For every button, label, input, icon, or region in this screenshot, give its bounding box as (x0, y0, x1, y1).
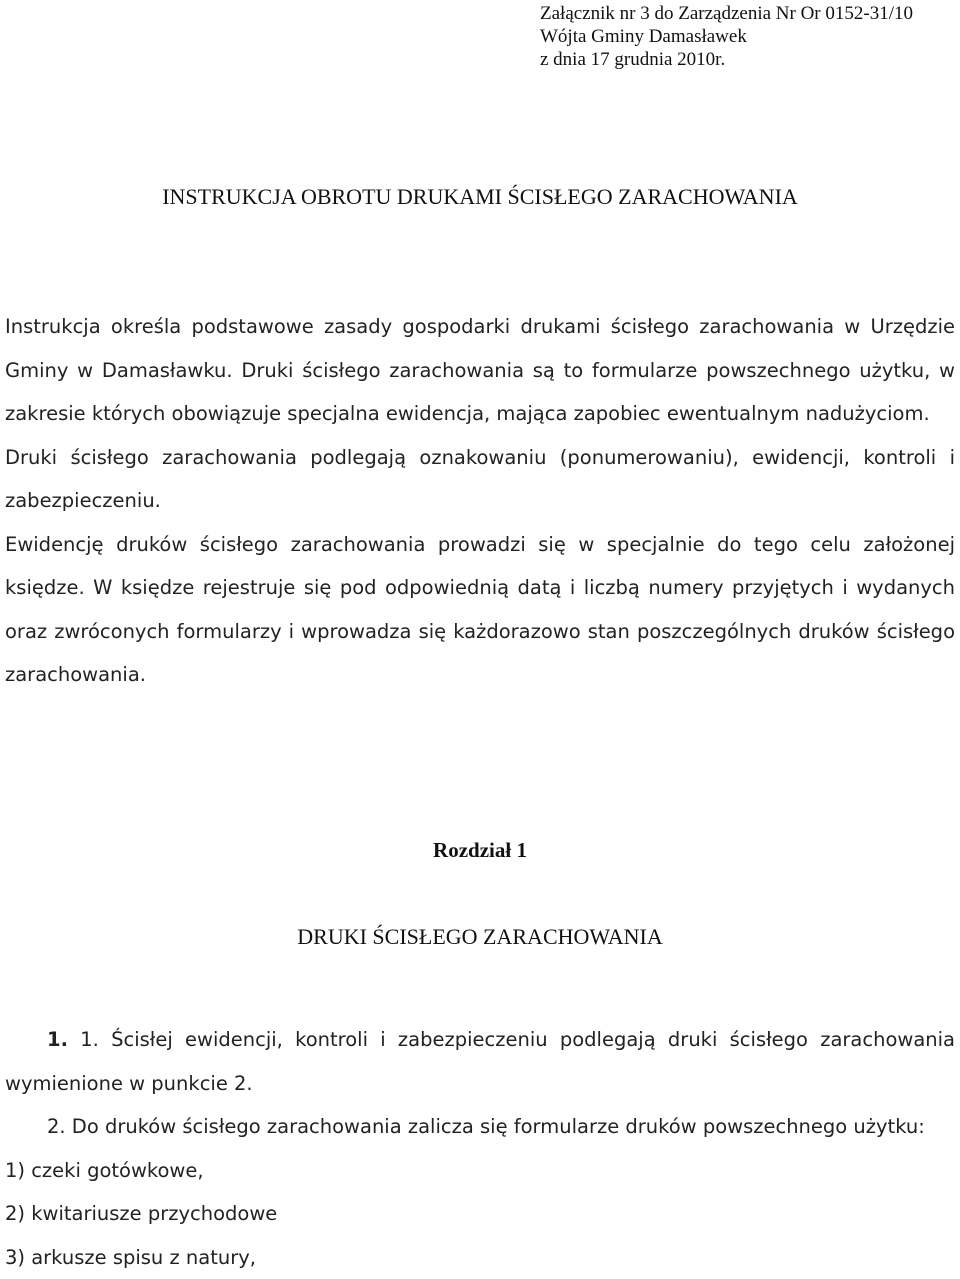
section-1-item-2: 2. Do druków ścisłego zarachowania zalicza się formularze druków powszechnego użytku: (5, 1105, 955, 1149)
list-item: 2) kwitariusze przychodowe (5, 1192, 955, 1236)
document-title: INSTRUKCJA OBROTU DRUKAMI ŚCISŁEGO ZARACHOWANIA (0, 183, 960, 211)
chapter-title: DRUKI ŚCISŁEGO ZARACHOWANIA (0, 924, 960, 950)
intro-paragraph-2: Druki ścisłego zarachowania podlegają oznakowaniu (ponumerowaniu), ewidencji, kontroli i zabezpieczeniu. (5, 436, 955, 523)
annex-line-2: Wójta Gminy Damasławek (540, 25, 913, 48)
annex-header (540, 2, 913, 71)
chapter-number: Rozdział 1 (0, 838, 960, 863)
list-item: 1) czeki gotówkowe, (5, 1149, 955, 1193)
annex-line-3: z dnia 17 grudnia 2010r. (540, 48, 913, 71)
list-item: 3) arkusze spisu z natury, (5, 1236, 955, 1279)
section-1 (5, 1018, 955, 1279)
section-1-item-1 (5, 1018, 955, 1105)
intro-section (5, 305, 955, 697)
section-1-marker: 1. (47, 1028, 68, 1051)
section-1-item-1-text: 1. Ścisłej ewidencji, kontroli i zabezpieczeniu podlegają druki ścisłego zarachowania wymienione w punkcie 2. (5, 1028, 955, 1095)
intro-paragraph-1: Instrukcja określa podstawowe zasady gospodarki drukami ścisłego zarachowania w Urzędzie Gminy w Damasławku. Druki ścisłego zarachowania są to formularze powszechnego użytku, w zakresie których obowiązuje specjalna ewidencja, mająca zapobiec ewentualnym nadużyciom. (5, 305, 955, 436)
annex-line-1: Załącznik nr 3 do Zarządzenia Nr Or 0152-31/10 (540, 2, 913, 25)
intro-paragraph-3: Ewidencję druków ścisłego zarachowania prowadzi się w specjalnie do tego celu założonej księdze. W księdze rejestruje się pod odpowiednią datą i liczbą numery przyjętych i wydanych oraz zwróconych formularzy i wprowadza się każdorazowo stan poszczególnych druków ścisłego zarachowania. (5, 523, 955, 697)
